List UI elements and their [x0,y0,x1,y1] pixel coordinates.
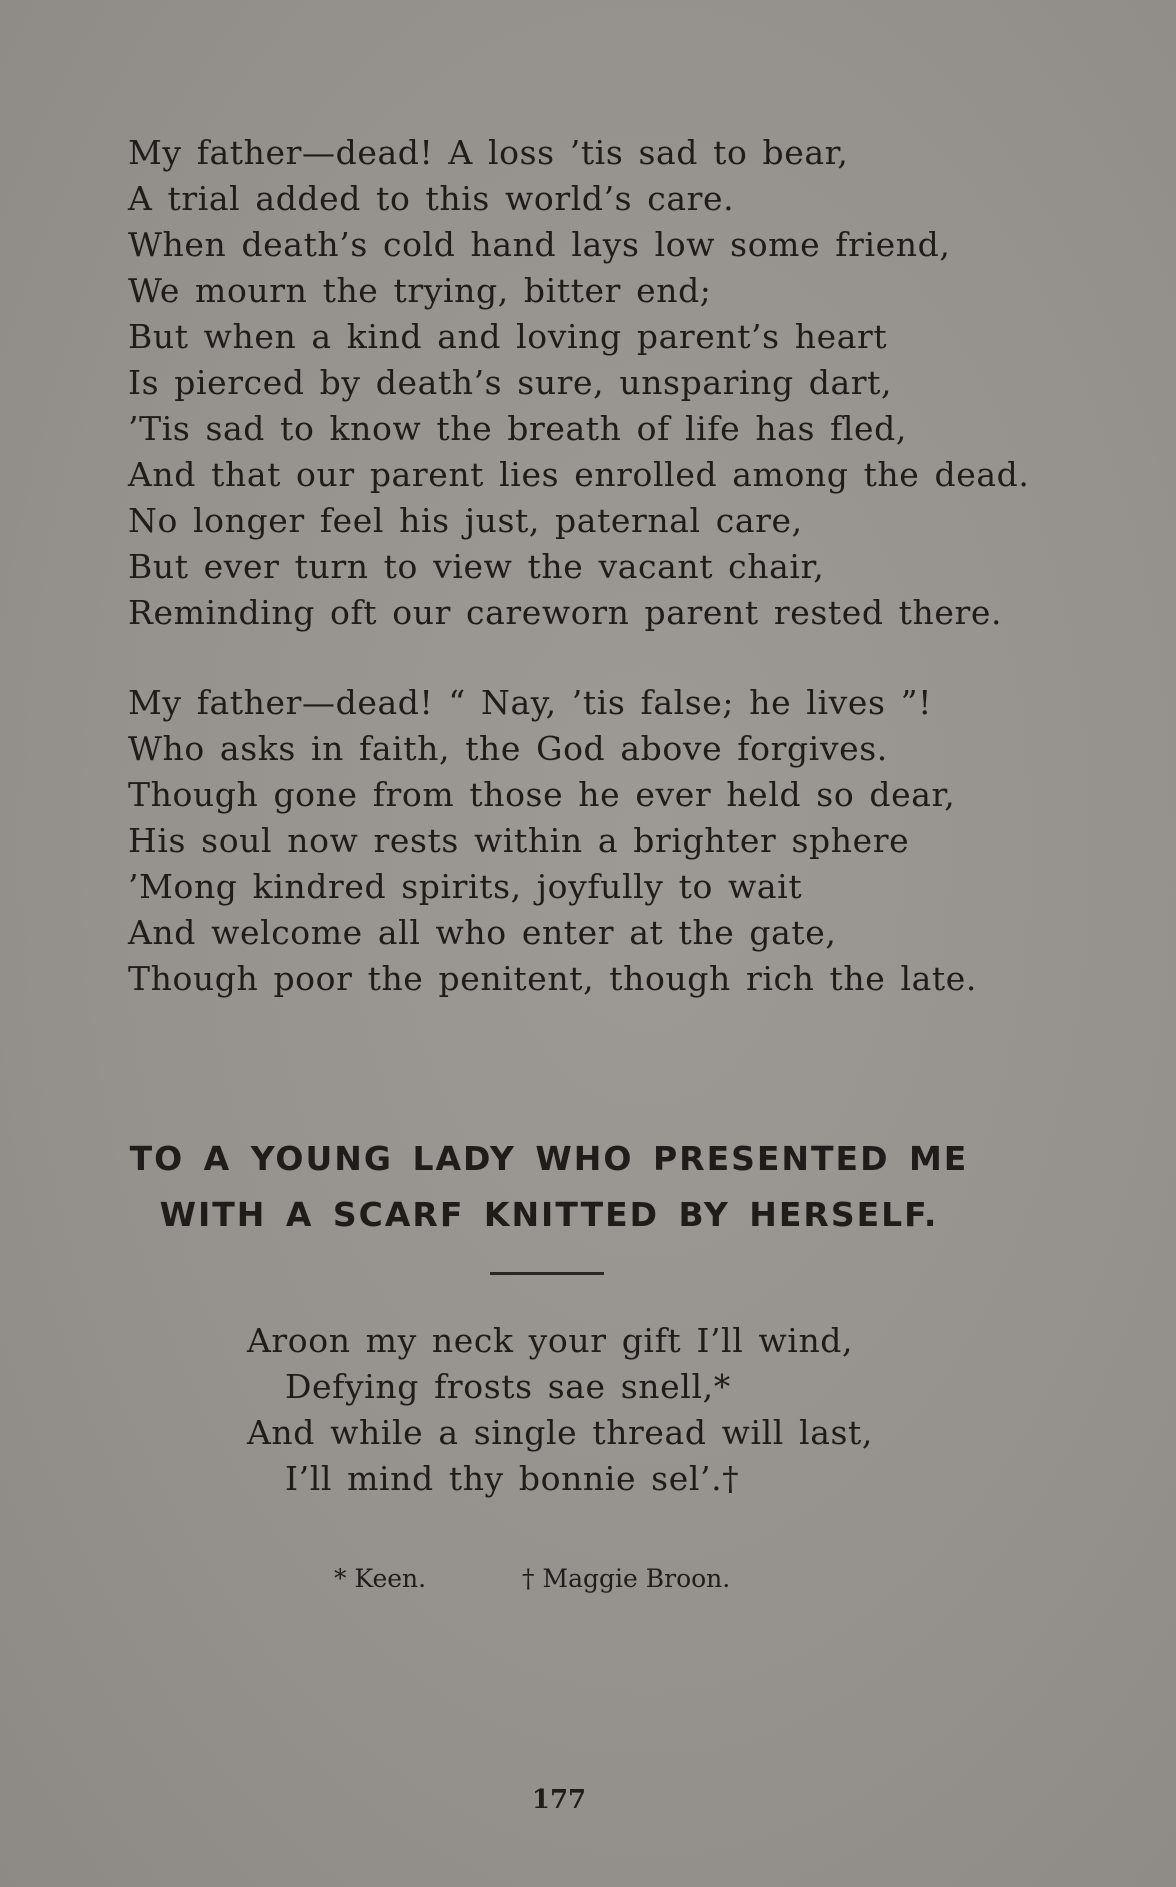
verse-line: Aroon my neck your gift I’ll wind, [247,1321,854,1360]
poem-line: My father—dead! A loss ’tis sad to bear, [128,133,849,172]
poem-line: But when a kind and loving parent’s heart [128,317,888,356]
footnote-keen: * Keen. [334,1564,427,1593]
poem-line: And welcome all who enter at the gate, [128,913,837,952]
poem-line: But ever turn to view the vacant chair, [128,547,825,586]
verse-line: And while a single thread will last, [247,1413,873,1452]
poem-stanza-1 [128,130,1029,636]
poem-line: ’Mong kindred spirits, joyfully to wait [128,867,803,906]
poem-line: Is pierced by death’s sure, unsparing dart, [128,363,893,402]
footnotes [334,1561,730,1597]
title-divider [490,1272,604,1275]
footnote-maggie-broon: † Maggie Broon. [522,1564,731,1593]
poem-title-line-1: TO A YOUNG LADY WHO PRESENTED ME [129,1139,969,1178]
poem-line: Though poor the penitent, though rich the late. [128,959,977,998]
verse-line: I’ll mind thy bonnie sel’.† [285,1459,740,1498]
poem-line: Though gone from those he ever held so dear, [128,775,956,814]
verse-line: Defying frosts sae snell,* [285,1367,731,1406]
scarf-poem-verse [247,1318,873,1502]
poem-line: No longer feel his just, paternal care, [128,501,803,540]
poem-line: A trial added to this world’s care. [128,179,735,218]
poem-line: When death’s cold hand lays low some friend, [128,225,951,264]
poem-line: Who asks in faith, the God above forgives. [128,729,888,768]
poem-title-line-2: WITH A SCARF KNITTED BY HERSELF. [159,1195,939,1234]
page-number: 177 [531,1785,587,1815]
poem-line: And that our parent lies enrolled among the dead. [128,455,1030,494]
poem-line: My father—dead! “ Nay, ’tis false; he lives ”! [128,683,932,722]
poem-line: We mourn the trying, bitter end; [128,271,712,310]
poem-line: His soul now rests within a brighter sphere [128,821,910,860]
poem-stanza-2 [128,680,977,1002]
poem-line: ’Tis sad to know the breath of life has fled, [128,409,907,448]
poem-line: Reminding oft our careworn parent rested there. [128,593,1003,632]
